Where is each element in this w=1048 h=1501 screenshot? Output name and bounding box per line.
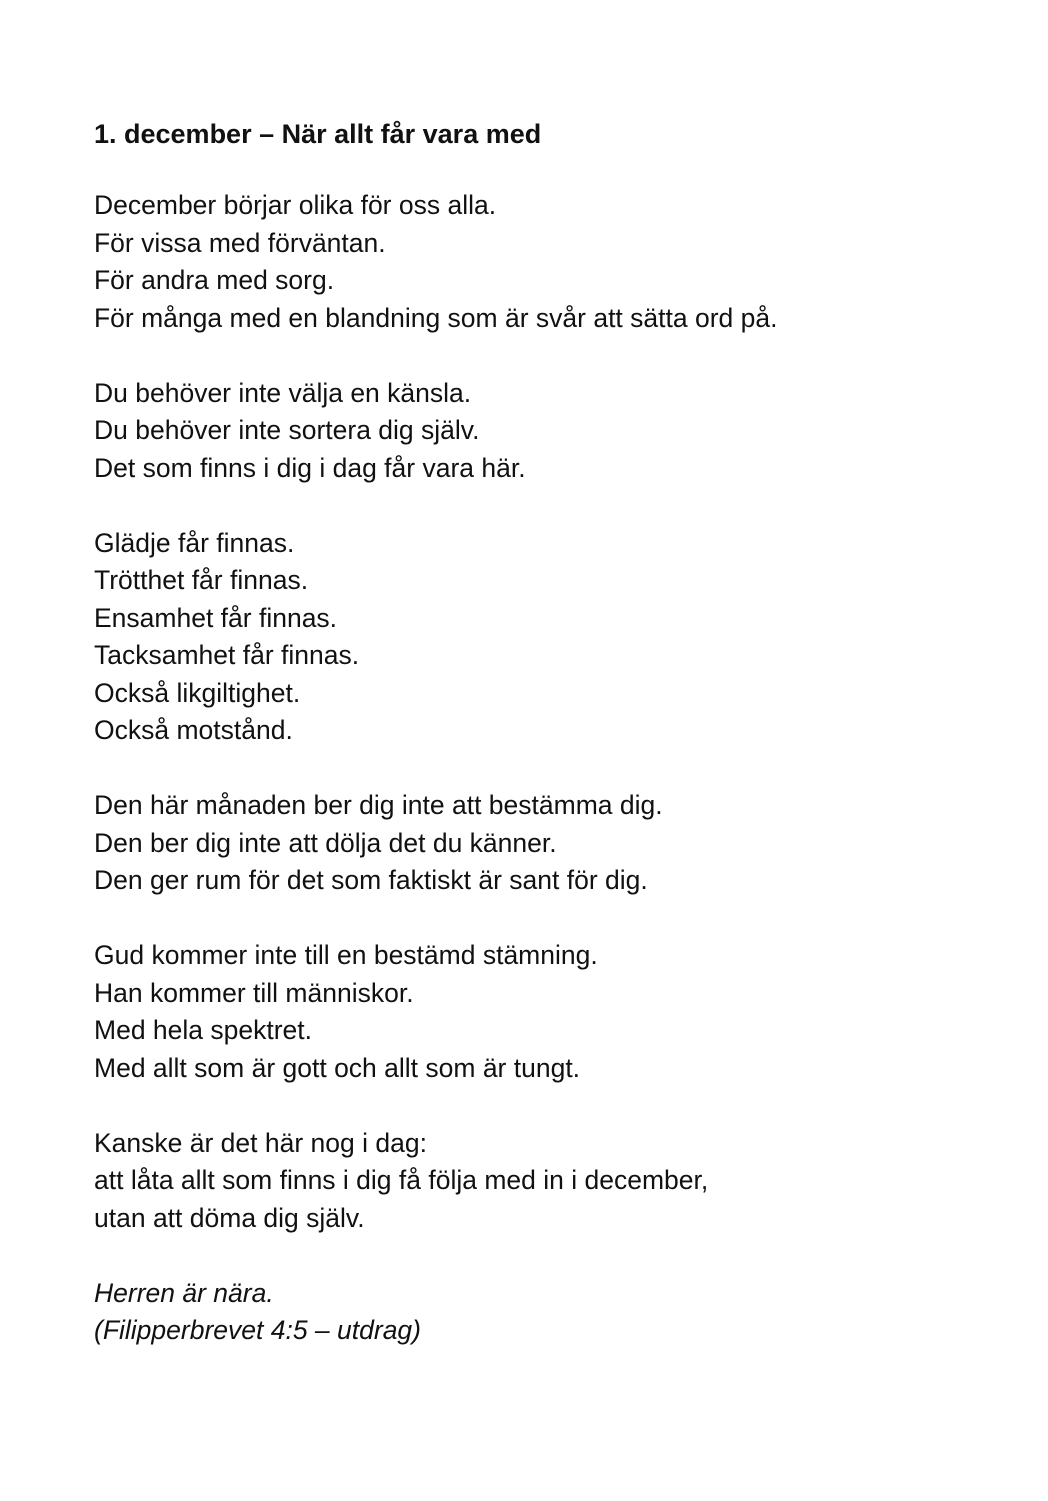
stanza (94, 375, 994, 488)
stanza-line: Också likgiltighet. (94, 677, 301, 708)
stanza (94, 187, 994, 337)
stanza-line: Du behöver inte välja en känsla. (94, 377, 472, 408)
stanza-line: Kanske är det här nog i dag: (94, 1127, 427, 1158)
stanza-line: För vissa med förväntan. (94, 227, 386, 258)
stanza (94, 937, 994, 1087)
stanza-line: att låta allt som finns i dig få följa med in i december, (94, 1165, 709, 1195)
stanza-line: utan att döma dig själv. (94, 1202, 365, 1233)
stanza-line: Trötthet får finnas. (94, 565, 309, 595)
stanza-line: Glädje får finnas. (94, 527, 295, 558)
document-page (94, 112, 994, 1387)
page-title: 1. december – När allt får vara med (94, 119, 542, 149)
stanza-line: Också motstånd. (94, 715, 293, 745)
stanza (94, 525, 994, 750)
stanza-line: För andra med sorg. (94, 265, 335, 295)
stanza-line: December börjar olika för oss alla. (94, 190, 497, 220)
stanza-line: För många med en blandning som är svår att sätta ord på. (94, 302, 778, 333)
stanza-line: Han kommer till människor. (94, 977, 414, 1008)
stanza-line: Tacksamhet får finnas. (94, 640, 360, 670)
stanza-line: Den ger rum för det som faktiskt är sant för dig. (94, 865, 648, 895)
scripture-quote (94, 1275, 994, 1350)
stanza-line: Du behöver inte sortera dig själv. (94, 415, 480, 445)
stanza (94, 1125, 994, 1238)
stanza-line: Med allt som är gott och allt som är tungt. (94, 1052, 581, 1083)
stanza-line: Gud kommer inte till en bestämd stämning. (94, 940, 598, 970)
stanza-line: Den ber dig inte att dölja det du känner. (94, 827, 557, 858)
stanza-line: Den här månaden ber dig inte att bestämma dig. (94, 790, 663, 820)
quote-text: Herren är nära. (94, 1277, 274, 1308)
stanza-line: Det som finns i dig i dag får vara här. (94, 452, 526, 483)
stanza-line: Ensamhet får finnas. (94, 602, 338, 633)
stanza-line: Med hela spektret. (94, 1015, 313, 1045)
stanza (94, 787, 994, 900)
quote-reference: (Filipperbrevet 4:5 – utdrag) (94, 1315, 421, 1345)
